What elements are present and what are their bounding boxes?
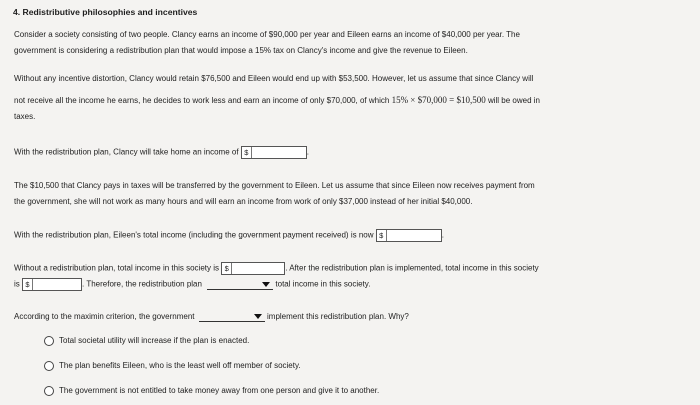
q1-row [14, 146, 309, 159]
q4-part-1: According to the maximin criterion, the government [14, 312, 195, 321]
para3-line-2: the government, she will not work as many hours and will earn an income from work of only $37,000 instead of her initial $40,000. [14, 197, 473, 206]
q3-part-2: . After the redistribution plan is implemented, total income in this society [285, 263, 539, 273]
para2-line-3: taxes. [14, 112, 36, 121]
total-income-before-input[interactable] [221, 262, 285, 275]
para2-line-2-post: will be owed in [485, 96, 540, 105]
para2-line-2-pre: not receive all the income he earns, he decides to work less and earn an income of only $70,000, of which [14, 96, 392, 105]
plan-effect-dropdown[interactable] [207, 279, 273, 290]
q3-part-1: Without a redistribution plan, total income in this society is [14, 263, 219, 273]
option-label-3: The government is not entitled to take money away from one person and give it to another. [59, 386, 380, 395]
dollar-prefix: $ [23, 279, 33, 290]
q4-part-2: implement this redistribution plan. Why? [267, 312, 409, 321]
q1-text: With the redistribution plan, Clancy will take home an income of [14, 147, 239, 157]
chevron-down-icon [262, 282, 270, 287]
clancy-income-input[interactable] [241, 146, 310, 159]
para2-line-2 [14, 95, 540, 106]
dollar-prefix: $ [242, 147, 252, 158]
question-title: 4. Redistributive philosophies and incentives [13, 7, 198, 17]
q1-suffix: . [306, 147, 310, 157]
option-label-1: Total societal utility will increase if the plan is enacted. [59, 336, 250, 345]
maximin-dropdown[interactable] [199, 311, 265, 322]
option-label-2: The plan benefits Eileen, who is the least well off member of society. [59, 361, 301, 370]
q2-suffix: . [441, 230, 444, 240]
q2-row [14, 229, 444, 242]
dollar-prefix: $ [377, 230, 387, 241]
option-radio-2[interactable] [44, 361, 54, 371]
dollar-prefix: $ [222, 263, 232, 274]
q2-text: With the redistribution plan, Eileen's total income (including the government payment received) is now [14, 230, 374, 240]
intro-line-1: Consider a society consisting of two people. Clancy earns an income of $90,000 per year and Eileen earns an income of $40,000 per year. The [14, 30, 520, 39]
tax-formula: 15% × $70,000 = $10,500 [391, 95, 486, 105]
q3-row-2 [14, 278, 370, 291]
q3-part-5: total income in this society. [275, 279, 371, 289]
intro-line-2: government is considering a redistribution plan that would impose a 15% tax on Clancy's income and give the revenue to Eileen. [14, 46, 468, 55]
total-income-after-input[interactable] [22, 278, 82, 291]
para2-line-1: Without any incentive distortion, Clancy would retain $76,500 and Eileen would end up with $53,500. However, let us assume that since Clancy will [14, 74, 534, 83]
option-radio-3[interactable] [44, 386, 54, 396]
q3-row-1 [14, 262, 539, 275]
eileen-income-input[interactable] [376, 229, 442, 242]
option-radio-1[interactable] [44, 336, 54, 346]
para3-line-1: The $10,500 that Clancy pays in taxes will be transferred by the government to Eileen. Let us assume that since Eileen now receives payment from [14, 181, 535, 190]
chevron-down-icon [254, 314, 262, 319]
q4-row [14, 311, 409, 322]
q3-part-3: is [14, 279, 20, 289]
q3-part-4: . Therefore, the redistribution plan [82, 279, 202, 289]
